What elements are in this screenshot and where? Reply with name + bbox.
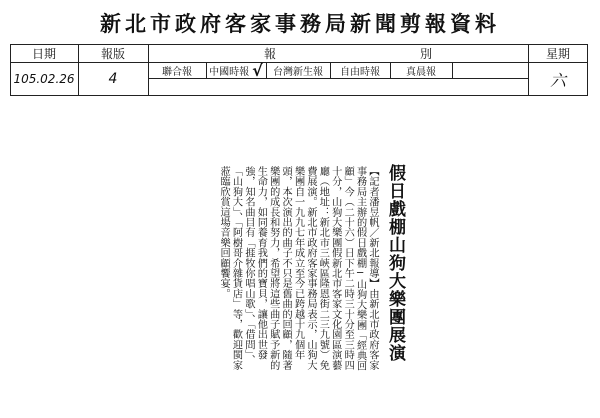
paper-option-chinatimes [206,63,266,78]
date-value: 105.02.26 [13,72,75,86]
paper-label: 報 [263,47,276,61]
date-label: 日期 [31,47,56,61]
check-mark: √ [252,61,263,80]
paper-option-liberty: 自由時報 [340,67,380,78]
weekday-label: 星期 [545,47,570,61]
paper-option-morning: 真晨報 [406,67,436,78]
category-label: 別 [419,47,432,61]
article-body: 【記者潘昱帆／新北報導】由新北市政府客家事務局主辦的假日戲棚─山狗大樂團「經典回顧」今（二十六）日下午二時三十分至三時四十分，山狗大樂團假新北市客家文化園區演藝廳（地址：新北市三峽區隆恩街二三九號）免費展演。新北市政府客家事務局表示，山狗大樂團自一九九七年成立至今已跨越十九個年頭，本次演出的曲子不只是舊曲的回顧，隨著樂團的成長和努力，希望將這些曲子賦予新的生命力，如同養育我們的寶貝，讓他出世發強，知名曲目有「捱牧你唱山歌」、「借問」、「山狗大」、「阿樹哥介雜貨店」等，歡迎閩家蒞臨欣賞這場音樂回顧饗宴。 [218,166,378,371]
page-title: 新北市政府客家事務局新聞剪報資料 [100,11,500,36]
paper-option-lianhe: 聯合報 [162,67,192,78]
news-clipping [150,158,412,380]
paper-option-label: 中國時報 [209,67,250,78]
edition-label: 報版 [100,47,125,61]
article-headline: 假日戲棚山狗大樂團展演 [385,164,405,362]
clipping-info-table [10,44,588,96]
weekday-value: 六 [549,70,566,90]
paper-option-xinsheng: 台灣新生報 [273,67,323,78]
edition-value: 4 [108,71,118,87]
